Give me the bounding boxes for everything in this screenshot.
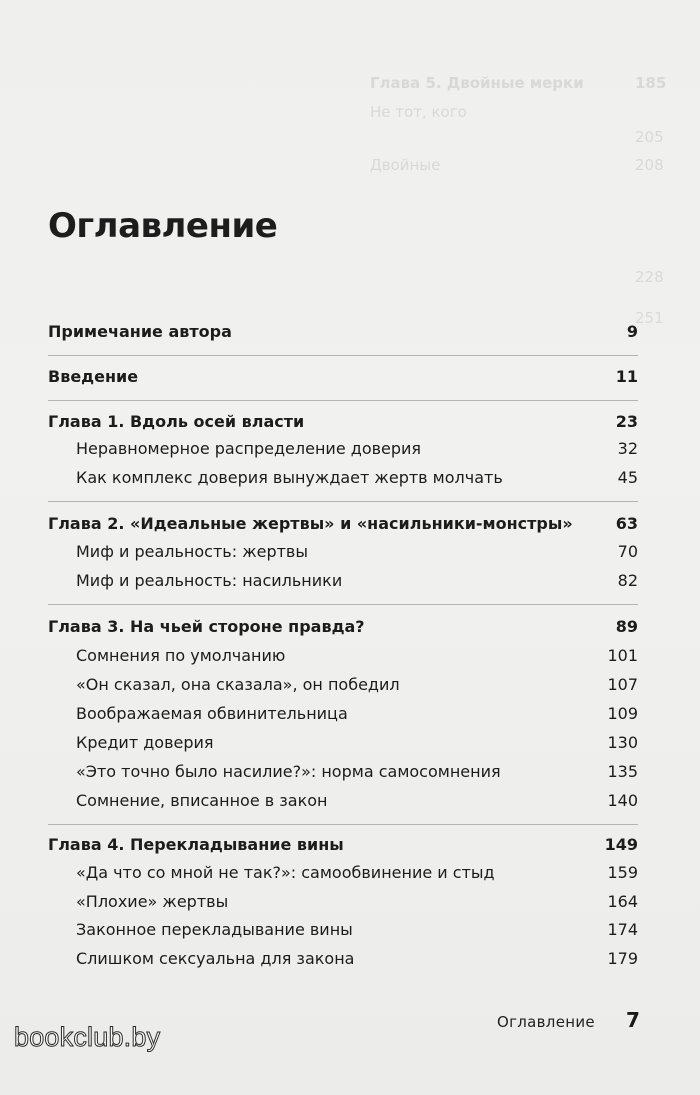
toc-entry-title: Воображаемая обвинительница (76, 704, 348, 723)
toc-entry-title: Кредит доверия (76, 733, 214, 752)
toc-entry-title: «Это точно было насилие?»: норма самосомнения (76, 762, 501, 781)
toc-entry-title: Сомнение, вписанное в закон (76, 791, 328, 810)
toc-chapter-entry (48, 412, 638, 436)
toc-chapter-entry (48, 617, 638, 641)
toc-section-entry (48, 468, 638, 492)
toc-section-entry (48, 762, 638, 786)
toc-entry-page: 179 (607, 949, 638, 968)
toc-section-entry (48, 733, 638, 757)
toc-entry-title: Глава 1. Вдоль осей власти (48, 412, 305, 431)
section-divider (48, 604, 638, 605)
toc-entry-title: Неравномерное распределение доверия (76, 439, 422, 458)
toc-entry-page: 82 (617, 571, 638, 590)
toc-entry-title: Законное перекладывание вины (76, 920, 353, 939)
toc-entry-title: Глава 4. Перекладывание вины (48, 835, 344, 854)
toc-chapter-entry (48, 322, 638, 346)
bleed-line: Глава 5. Двойные мерки 185 (370, 74, 667, 92)
toc-entry-title: Слишком сексуальна для закона (76, 949, 355, 968)
toc-chapter-entry (48, 514, 638, 538)
toc-entry-page: 149 (604, 835, 638, 854)
watermark: bookclub.by (14, 1022, 161, 1052)
toc-entry-page: 109 (607, 704, 638, 723)
toc-entry-page: 70 (617, 542, 638, 561)
toc-entry-title: Сомнения по умолчанию (76, 646, 286, 665)
toc-entry-page: 164 (607, 892, 638, 911)
section-divider (48, 355, 638, 356)
toc-section-entry (48, 439, 638, 463)
toc-entry-page: 11 (615, 367, 638, 386)
toc-section-entry (48, 646, 638, 670)
toc-entry-page: 140 (607, 791, 638, 810)
bleed-line: Не тот, кого (370, 103, 467, 121)
page-title: Оглавление (48, 206, 278, 246)
toc-chapter-entry (48, 835, 638, 859)
toc-entry-title: Примечание автора (48, 322, 232, 341)
toc-entry-title: «Да что со мной не так?»: самообвинение и стыд (76, 863, 495, 882)
section-divider (48, 824, 638, 825)
toc-chapter-entry (48, 367, 638, 391)
toc-entry-page: 174 (607, 920, 638, 939)
toc-section-entry (48, 791, 638, 815)
toc-entry-page: 101 (607, 646, 638, 665)
toc-section-entry (48, 892, 638, 916)
toc-section-entry (48, 949, 638, 973)
toc-entry-page: 32 (617, 439, 638, 458)
toc-entry-title: «Плохие» жертвы (76, 892, 229, 911)
page-number: 7 (626, 1008, 640, 1032)
toc-entry-page: 89 (615, 617, 638, 636)
toc-entry-title: «Он сказал, она сказала», он победил (76, 675, 400, 694)
toc-entry-page: 63 (615, 514, 638, 533)
toc-section-entry (48, 571, 638, 595)
toc-section-entry (48, 542, 638, 566)
toc-section-entry (48, 675, 638, 699)
section-divider (48, 501, 638, 502)
toc-entry-title: Глава 2. «Идеальные жертвы» и «насильники-монстры» (48, 514, 573, 533)
toc-section-entry (48, 920, 638, 944)
section-divider (48, 400, 638, 401)
toc-entry-page: 107 (607, 675, 638, 694)
toc-entry-page: 135 (607, 762, 638, 781)
toc-entry-title: Введение (48, 367, 139, 386)
toc-entry-page: 45 (617, 468, 638, 487)
toc-entry-title: Как комплекс доверия вынуждает жертв молчать (76, 468, 503, 487)
toc-entry-page: 159 (607, 863, 638, 882)
toc-entry-page: 23 (615, 412, 638, 431)
toc-entry-page: 130 (607, 733, 638, 752)
toc-entry-title: Глава 3. На чьей стороне правда? (48, 617, 365, 636)
toc-section-entry (48, 863, 638, 887)
toc-entry-title: Миф и реальность: насильники (76, 571, 343, 590)
bleed-line: Двойные 208 (370, 156, 664, 174)
toc-entry-page: 9 (626, 322, 638, 341)
toc-entry-title: Миф и реальность: жертвы (76, 542, 308, 561)
running-footer-label: Оглавление (497, 1013, 595, 1031)
toc-section-entry (48, 704, 638, 728)
